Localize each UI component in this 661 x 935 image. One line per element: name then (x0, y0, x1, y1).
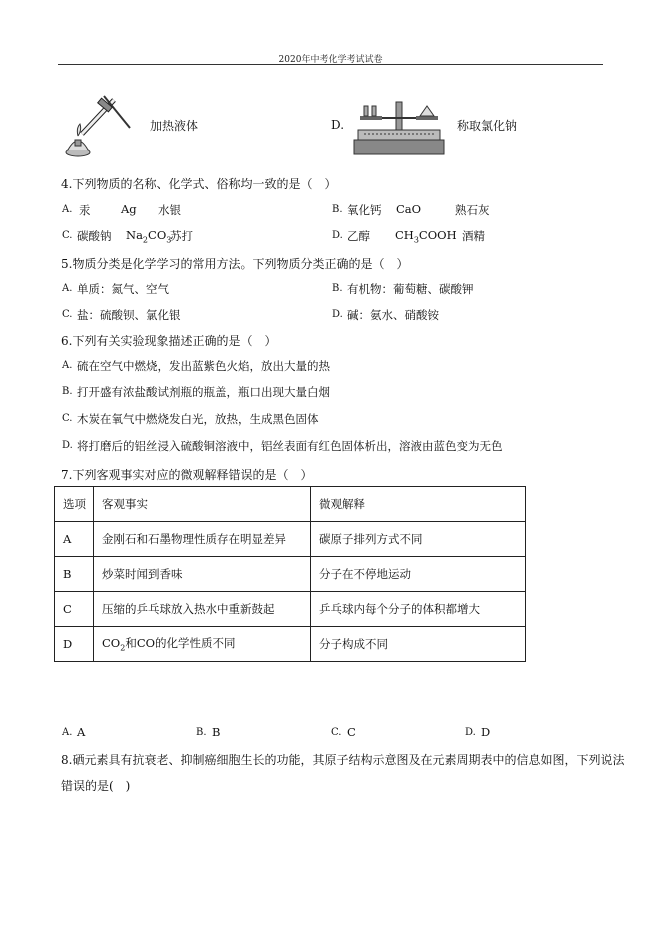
option-d-label: 称取氯化钠 (457, 119, 518, 133)
option-d-letter: D. (331, 118, 345, 132)
q8-stem-line1: 8.硒元素具有抗衰老、抑制癌细胞生长的功能，其原子结构示意图及在元素周期表中的信息如图，下列说法 (61, 753, 625, 767)
q7-answer-b: B (212, 725, 221, 739)
q7-answer-a: A (77, 725, 86, 739)
q8-stem-line2: 错误的是( ) (61, 779, 131, 793)
table-cell-explanation: 分子构成不同 (311, 627, 526, 662)
q5-c-letter: C. (62, 309, 73, 320)
table-header-cell: 客观事实 (94, 487, 311, 522)
table-header-cell: 选项 (55, 487, 94, 522)
q6-c-letter: C. (62, 413, 73, 424)
q6-b-letter: B. (62, 386, 73, 397)
heating-liquid-illustration (60, 92, 140, 162)
table-cell-fact: 压缩的乒乓球放入热水中重新鼓起 (94, 592, 311, 627)
table-cell-fact: 炒菜时闻到香味 (94, 557, 311, 592)
table-cell-option: B (55, 557, 94, 592)
q4-b-common: 熟石灰 (455, 203, 490, 217)
q4-a-formula: Ag (121, 202, 137, 216)
table-cell-explanation: 碳原子排列方式不同 (311, 522, 526, 557)
q6-a-text: 硫在空气中燃烧，发出蓝紫色火焰，放出大量的热 (77, 359, 330, 373)
q4-b-name: 氧化钙 (347, 203, 382, 217)
table-row (55, 592, 526, 627)
q5-a-letter: A. (62, 283, 73, 294)
q6-b-text: 打开盛有浓盐酸试剂瓶的瓶盖，瓶口出现大量白烟 (77, 385, 330, 399)
table-cell-option: C (55, 592, 94, 627)
q4-b-formula: CaO (396, 202, 422, 216)
q4-a-name: 汞 (79, 203, 91, 217)
q7-answer-d: D (481, 725, 491, 739)
q5-c-text: 盐：硫酸钡、氯化银 (77, 308, 181, 322)
q4-d-letter: D. (332, 230, 343, 241)
table-row (55, 557, 526, 592)
q4-c-formula: $Na_2CO_3$ (126, 228, 172, 245)
q4-b-letter: B. (332, 204, 343, 215)
q4-a-common: 水银 (158, 203, 181, 217)
table-header-cell: 微观解释 (311, 487, 526, 522)
q5-b-letter: B. (332, 283, 343, 294)
option-c-label: 加热液体 (150, 119, 199, 133)
q7-answer-b-letter: B. (196, 727, 207, 738)
q5-b-text: 有机物：葡萄糖、碳酸钾 (347, 282, 474, 296)
q5-a-text: 单质：氮气、空气 (77, 282, 169, 296)
header-divider (58, 64, 603, 65)
q6-c-text: 木炭在氧气中燃烧发白光，放热，生成黑色固体 (77, 412, 319, 426)
q6-a-letter: A. (62, 360, 73, 371)
q4-c-common: 苏打 (170, 229, 193, 243)
q4-stem: 4.下列物质的名称、化学式、俗称均一致的是（ ） (61, 177, 337, 191)
q4-a-letter: A. (62, 204, 73, 215)
micro-explanation-table (54, 486, 526, 662)
q5-stem: 5.物质分类是化学学习的常用方法。下列物质分类正确的是（ ） (61, 257, 409, 271)
q6-d-letter: D. (62, 440, 73, 451)
q4-c-letter: C. (62, 230, 73, 241)
q5-d-text: 碱：氨水、硝酸铵 (347, 308, 439, 322)
q7-answer-c: C (347, 725, 356, 739)
q4-d-formula: $CH_3COOH$ (395, 228, 457, 245)
table-cell-fact: 金刚石和石墨物理性质存在明显差异 (94, 522, 311, 557)
q6-d-text: 将打磨后的铝丝浸入硫酸铜溶液中，铝丝表面有红色固体析出，溶液由蓝色变为无色 (77, 439, 503, 453)
table-cell-option: A (55, 522, 94, 557)
table-row (55, 627, 526, 662)
q4-d-common: 酒精 (462, 229, 485, 243)
table-cell-explanation: 乒乓球内每个分子的体积都增大 (311, 592, 526, 627)
q4-d-name: 乙醇 (347, 229, 370, 243)
balance-scale-illustration (350, 92, 448, 158)
table-header-row (55, 487, 526, 522)
q6-stem: 6.下列有关实验现象描述正确的是（ ） (61, 334, 277, 348)
q7-answer-a-letter: A. (62, 727, 73, 738)
table-row (55, 522, 526, 557)
page-header-title: 2020年中考化学考试试卷 (278, 55, 383, 65)
q7-answer-c-letter: C. (331, 727, 342, 738)
table-cell-fact: $CO_2$和CO的化学性质不同 (94, 627, 311, 662)
table-cell-option: D (55, 627, 94, 662)
table-cell-explanation: 分子在不停地运动 (311, 557, 526, 592)
q7-answer-d-letter: D. (465, 727, 476, 738)
q7-stem: 7.下列客观事实对应的微观解释错误的是（ ） (61, 468, 313, 482)
q5-d-letter: D. (332, 309, 343, 320)
q4-c-name: 碳酸钠 (77, 229, 112, 243)
